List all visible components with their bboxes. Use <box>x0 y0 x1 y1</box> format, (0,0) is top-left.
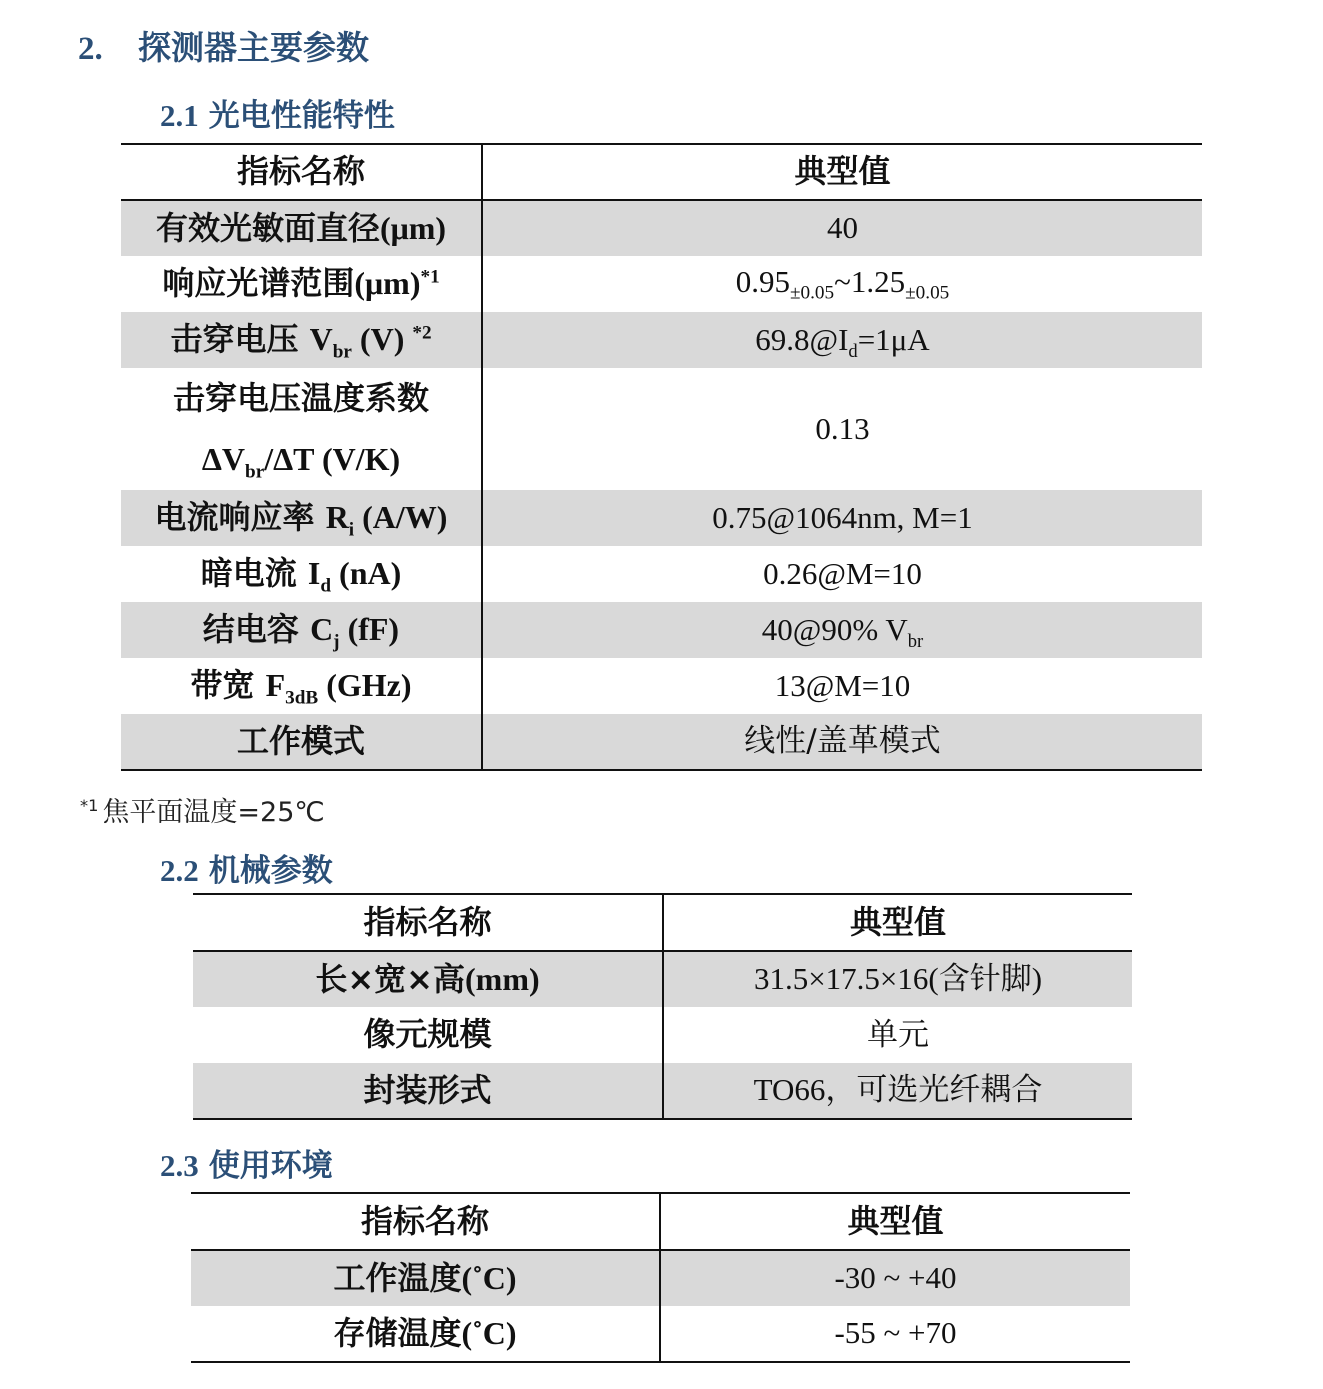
row-name: 有效光敏面直径 <box>155 208 380 247</box>
footnote-text: 焦平面温度=25℃ <box>102 797 325 828</box>
table-header-row <box>191 1193 1130 1250</box>
row-value: 单元 <box>867 1016 929 1053</box>
mechanical-number: 2.2 <box>160 853 199 888</box>
section-title: 探测器主要参数 <box>138 28 369 67</box>
row-name: 长×宽×高 <box>315 959 465 998</box>
row-symbol-sub: i <box>348 519 355 541</box>
range-separator: ~ <box>834 263 851 299</box>
row-name: 击穿电压 <box>170 320 310 359</box>
header-value: 典型值 <box>482 144 1202 200</box>
header-name: 指标名称 <box>191 1193 660 1250</box>
table-row <box>121 490 1202 546</box>
section-heading <box>78 22 369 69</box>
row-name: 工作模式 <box>121 714 482 770</box>
row-name: 工作温度 <box>333 1258 462 1297</box>
row-name: 电流响应率 <box>154 498 326 536</box>
row-unit: (nA) <box>331 555 402 591</box>
header-value: 典型值 <box>660 1193 1130 1250</box>
row-value: -30 ~ +40 <box>660 1250 1130 1306</box>
row-unit: (˚C) <box>461 1259 517 1296</box>
tolerance: ±0.05 <box>789 282 835 304</box>
value-end: 1.25 <box>850 263 906 299</box>
value-sub: d <box>848 341 858 363</box>
header-name: 指标名称 <box>121 144 482 200</box>
row-value <box>482 312 1202 368</box>
table-header-row <box>193 894 1132 951</box>
row-name: 暗电流 <box>200 554 308 592</box>
row-name: 存储温度 <box>333 1313 462 1352</box>
optical-heading <box>160 90 395 135</box>
row-unit: (μm) <box>354 265 421 302</box>
table-row <box>191 1250 1130 1306</box>
row-unit: (mm) <box>465 960 540 997</box>
row-symbol: C <box>310 611 334 647</box>
table-header-row <box>121 144 1202 200</box>
row-value: 40 <box>482 200 1202 256</box>
row-value <box>482 256 1202 312</box>
row-name: 像元规模 <box>193 1007 663 1063</box>
table-row <box>121 256 1202 312</box>
environment-title: 使用环境 <box>208 1148 333 1184</box>
row-unit: (fF) <box>339 611 400 647</box>
header-value: 典型值 <box>663 894 1132 951</box>
mechanical-heading <box>160 845 333 890</box>
table-row <box>121 312 1202 368</box>
environment-number: 2.3 <box>160 1148 199 1183</box>
row-value: 0.26@M=10 <box>763 555 922 591</box>
row-symbol: V <box>309 321 333 358</box>
section-number: 2. <box>78 31 103 67</box>
table-row <box>193 1007 1132 1063</box>
row-name: 结电容 <box>202 610 311 648</box>
row-name: 响应光谱范围 <box>162 264 355 303</box>
header-name: 指标名称 <box>193 894 663 951</box>
environment-table <box>191 1192 1130 1363</box>
row-symbol-sub: d <box>320 575 332 597</box>
optical-title: 光电性能特性 <box>208 98 395 134</box>
row-name-line1: 击穿电压温度系数 <box>172 379 429 417</box>
table-row <box>193 951 1132 1007</box>
table-row <box>121 602 1202 658</box>
mechanical-table <box>193 893 1132 1120</box>
tolerance: ±0.05 <box>905 282 950 304</box>
row-name: 带宽 <box>190 666 266 704</box>
row-unit: (V) <box>351 321 413 358</box>
row-symbol-sub: 3dB <box>285 687 319 709</box>
row-value <box>482 602 1202 658</box>
row-symbol: R <box>325 499 349 535</box>
value-part: =1μA <box>857 321 930 357</box>
row-value: 31.5×17.5×16(含针脚) <box>663 951 1132 1007</box>
optical-table <box>121 143 1202 771</box>
row-name: 封装形式 <box>193 1063 663 1119</box>
table-row <box>121 658 1202 714</box>
optical-number: 2.1 <box>160 98 199 133</box>
row-value: -55 ~ +70 <box>660 1306 1130 1362</box>
value-part: 40@90% V <box>761 611 908 647</box>
mechanical-title: 机械参数 <box>208 853 333 889</box>
row-value: 0.75@1064nm, M=1 <box>482 490 1202 546</box>
row-symbol-sub: j <box>333 631 340 653</box>
table-row <box>121 714 1202 770</box>
value-start: 0.95 <box>735 263 790 299</box>
row-symbol-sub: br <box>332 341 352 363</box>
row-note: *1 <box>420 266 440 288</box>
row-unit: (A/W) <box>354 499 448 535</box>
environment-heading <box>160 1140 333 1185</box>
row-value: TO66，可选光纤耦合 <box>663 1063 1132 1119</box>
row-symbol: F <box>265 667 286 703</box>
table-row <box>121 368 1202 490</box>
table-row <box>193 1063 1132 1119</box>
footnote-mark: *1 <box>80 796 99 815</box>
value-part: 69.8@I <box>755 321 849 357</box>
table-row <box>121 546 1202 602</box>
table-row <box>191 1306 1130 1362</box>
row-value: 线性/盖革模式 <box>482 714 1202 770</box>
row-unit: (μm) <box>379 209 447 246</box>
row-value: 0.13 <box>815 410 870 446</box>
row-note: *2 <box>412 322 432 344</box>
row-value: 13@M=10 <box>774 667 911 703</box>
row-unit: (GHz) <box>318 667 412 703</box>
row-name-line2: $\Delta V_{br}/\Delta T$ (V/K) <box>201 440 401 483</box>
table-row <box>121 200 1202 256</box>
value-sub: br <box>907 630 924 652</box>
row-symbol: I <box>307 555 321 591</box>
row-unit: (˚C) <box>461 1314 517 1351</box>
footnote <box>80 790 325 829</box>
